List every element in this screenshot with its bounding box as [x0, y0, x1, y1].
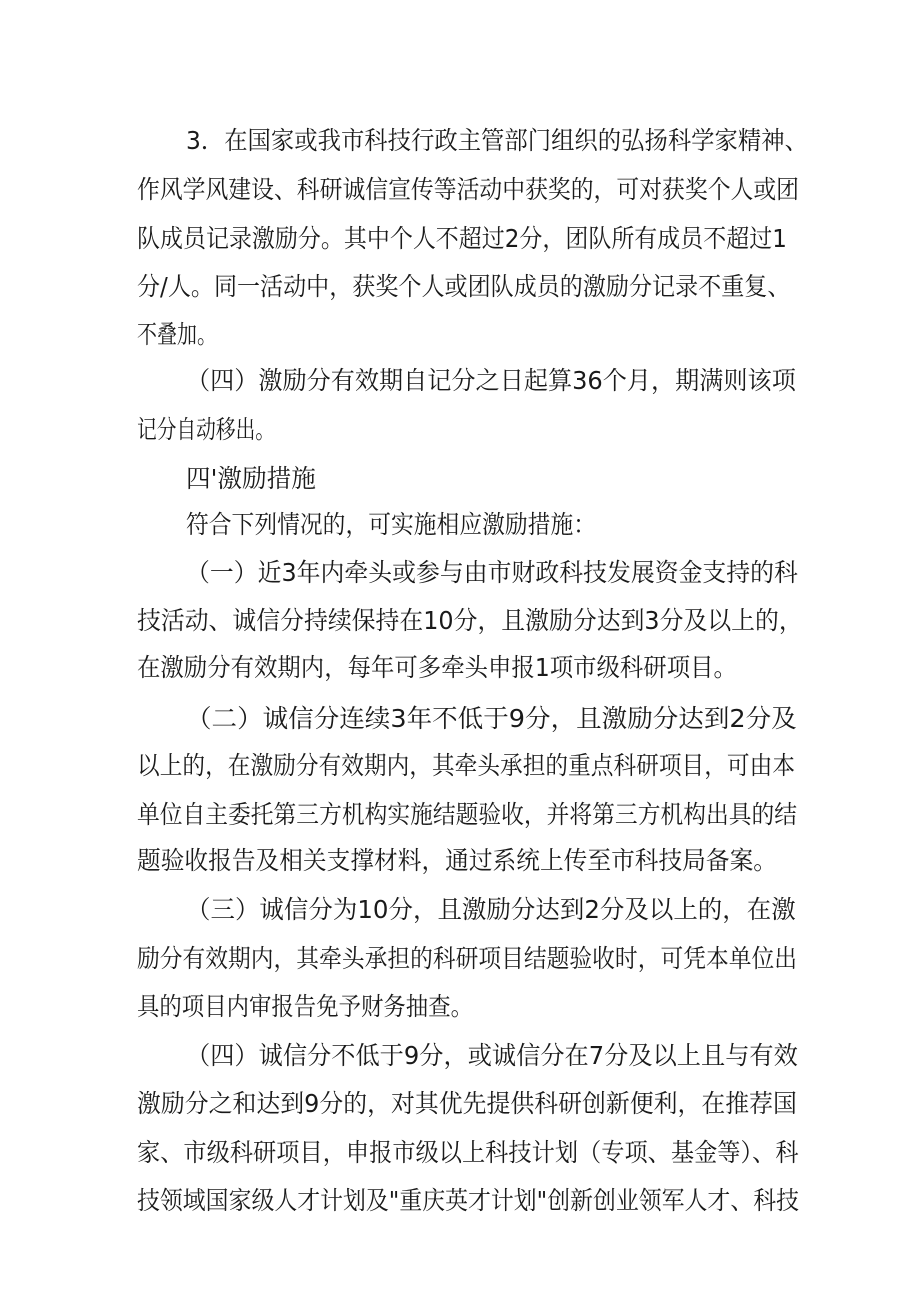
paragraph-line: 作风学风建设、科研诚信宣传等活动中获奖的，可对获奖个人或团	[137, 175, 800, 204]
section-heading: 四'激励措施	[186, 464, 316, 493]
paragraph-line: 具的项目内审报告免予财务抽查。	[137, 992, 474, 1021]
paragraph-line: 分/人。同一活动中，获奖个人或团队成员的激励分记录不重复、	[137, 272, 791, 301]
paragraph-line: 激励分之和达到9分的，对其优先提供科研创新便利，在推荐国	[137, 1089, 797, 1118]
paragraph-line: 3．在国家或我市科技行政主管部门组织的弘扬科学家精神、	[186, 126, 808, 155]
paragraph-line: 记分自动移出。	[137, 415, 276, 444]
paragraph-line: （三）诚信分为10分，且激励分达到2分及以上的，在激	[186, 895, 796, 924]
paragraph-line: 励分有效期内，其牵头承担的科研项目结题验收时，可凭本单位出	[137, 944, 798, 973]
paragraph-line: 单位自主委托第三方机构实施结题验收，并将第三方机构出具的结	[137, 800, 798, 829]
paragraph-line: 不叠加。	[137, 320, 218, 349]
paragraph-line: 技领域国家级人才计划及"重庆英才计划"创新创业领军人才、科技	[137, 1186, 800, 1215]
paragraph-line: 符合下列情况的，可实施相应激励措施：	[186, 510, 597, 539]
paragraph-line: 家、市级科研项目，申报市级以上科技计划（专项、基金等）、科	[137, 1138, 799, 1167]
paragraph-line: 以上的，在激励分有效期内，其牵头承担的重点科研项目，可由本	[137, 751, 796, 780]
paragraph-line: （二）诚信分连续3年不低于9分，且激励分达到2分及	[186, 704, 797, 733]
paragraph-line: 在激励分有效期内，每年可多牵头申报1项市级科研项目。	[137, 653, 737, 682]
paragraph-line: （四）诚信分不低于9分，或诚信分在7分及以上且与有效	[186, 1041, 798, 1070]
paragraph-line: （一）近3年内牵头或参与由市财政科技发展资金支持的科	[186, 558, 798, 587]
paragraph-line: 队成员记录激励分。其中个人不超过2分，团队所有成员不超过1	[137, 224, 787, 253]
paragraph-line: 题验收报告及相关支撑材料，通过系统上传至市科技局备案。	[137, 846, 778, 875]
paragraph-line: 技活动、诚信分持续保持在10分，且激励分达到3分及以上的，	[137, 606, 803, 635]
paragraph-line: （四）激励分有效期自记分之日起算36个月，期满则该项	[186, 366, 796, 395]
